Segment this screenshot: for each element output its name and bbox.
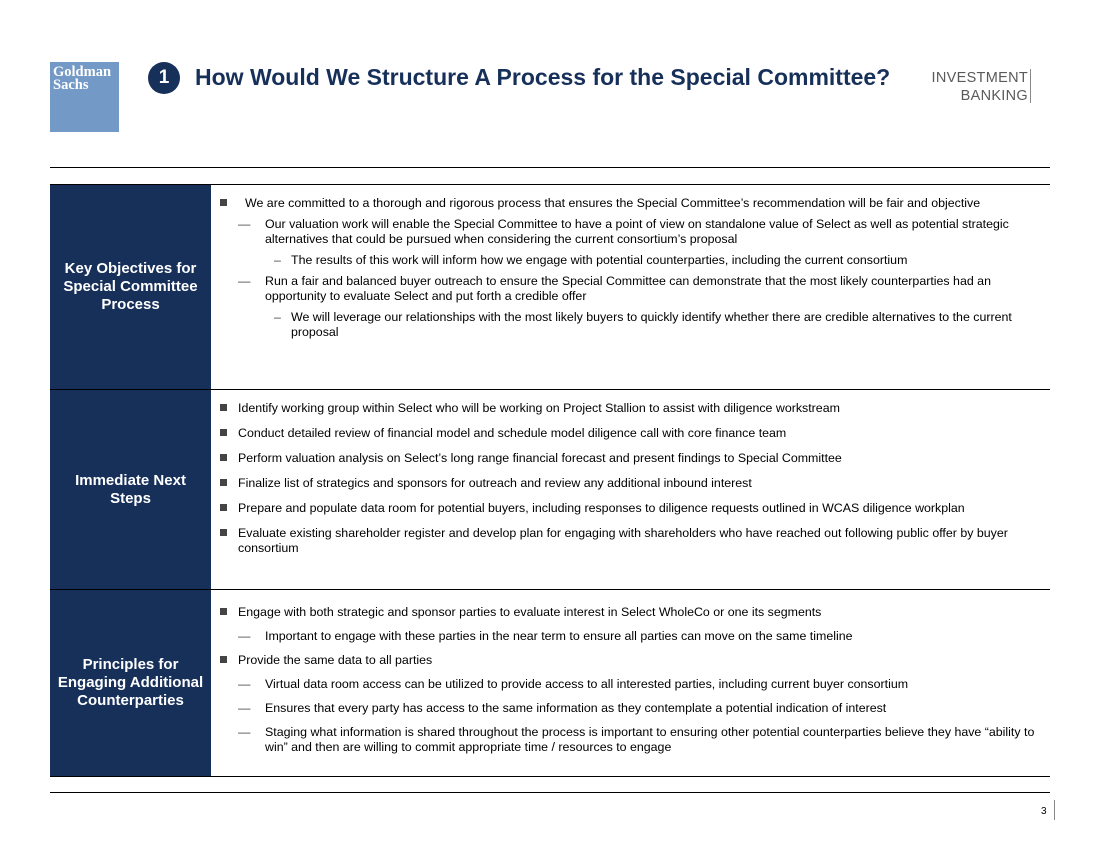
row-body bbox=[211, 390, 1050, 589]
logo-line-1: Goldman bbox=[53, 64, 112, 80]
row-label: Immediate Next Steps bbox=[50, 390, 211, 589]
content-table bbox=[50, 184, 1050, 777]
bullet-item: Finalize list of strategics and sponsors for outreach and review any additional inbound interest bbox=[217, 476, 1042, 491]
sub-bullet-item: — Our valuation work will enable the Special Committee to have a point of view on standalone value of Select as well as potential strategic alternatives that could be pursued when considering the current consortium’s proposal bbox=[217, 217, 1042, 247]
division-label bbox=[932, 69, 1028, 105]
bullet-item: Engage with both strategic and sponsor parties to evaluate interest in Select WholeCo or one its segments bbox=[217, 605, 1042, 620]
page-title: How Would We Structure A Process for the Special Committee? bbox=[195, 64, 891, 90]
row-label: Key Objectives for Special Committee Process bbox=[50, 185, 211, 389]
logo-line-2: Sachs bbox=[53, 77, 89, 93]
sub-bullet-item: — Important to engage with these parties in the near term to ensure all parties can move on the same timeline bbox=[217, 629, 1042, 644]
row-body bbox=[211, 590, 1050, 776]
row-body bbox=[211, 185, 1050, 389]
bullet-item: Prepare and populate data room for potential buyers, including responses to diligence requests outlined in WCAS diligence workplan bbox=[217, 501, 1042, 516]
sub-sub-bullet-item: – The results of this work will inform how we engage with potential counterparties, including the current consortium bbox=[217, 253, 1042, 268]
bullet-item: Conduct detailed review of financial model and schedule model diligence call with core finance team bbox=[217, 426, 1042, 441]
division-line-1: INVESTMENT bbox=[931, 70, 1028, 86]
bullet-item: We are committed to a thorough and rigorous process that ensures the Special Committee’s recommendation will be fair and objective bbox=[217, 196, 1042, 211]
table-row-next-steps bbox=[50, 390, 1050, 590]
footer-rule bbox=[50, 792, 1050, 793]
page-number-divider bbox=[1054, 800, 1055, 820]
division-divider bbox=[1030, 69, 1031, 103]
row-label: Principles for Engaging Additional Counterparties bbox=[50, 590, 211, 776]
sub-bullet-item: — Virtual data room access can be utilized to provide access to all interested parties, including current buyer consortium bbox=[217, 677, 1042, 692]
bullet-item: Evaluate existing shareholder register and develop plan for engaging with shareholders who have reached out following public offer by buyer consortium bbox=[217, 526, 1042, 556]
bullet-item: Identify working group within Select who will be working on Project Stallion to assist with diligence workstream bbox=[217, 401, 1042, 416]
section-number-badge: 1 bbox=[148, 62, 180, 94]
sub-bullet-item: — Ensures that every party has access to the same information as they contemplate a potential indication of interest bbox=[217, 701, 1042, 716]
table-row-principles bbox=[50, 590, 1050, 777]
goldman-sachs-logo bbox=[50, 62, 119, 132]
page-number: 3 bbox=[1041, 806, 1047, 817]
header-rule bbox=[50, 167, 1050, 168]
sub-bullet-item: — Run a fair and balanced buyer outreach to ensure the Special Committee can demonstrate that the most likely counterparties had an opportunity to evaluate Select and put forth a credible offer bbox=[217, 274, 1042, 304]
bullet-item: Perform valuation analysis on Select’s long range financial forecast and present findings to Special Committee bbox=[217, 451, 1042, 466]
division-line-2: BANKING bbox=[960, 88, 1028, 104]
sub-sub-bullet-item: – We will leverage our relationships with the most likely buyers to quickly identify whether there are credible alternatives to the current proposal bbox=[217, 310, 1042, 340]
bullet-item: Provide the same data to all parties bbox=[217, 653, 1042, 668]
sub-bullet-item: — Staging what information is shared throughout the process is important to ensuring other potential counterparties believe they have “ability to win” and then are willing to commit appropriate time / resources to engage bbox=[217, 725, 1042, 755]
table-row-key-objectives bbox=[50, 185, 1050, 390]
